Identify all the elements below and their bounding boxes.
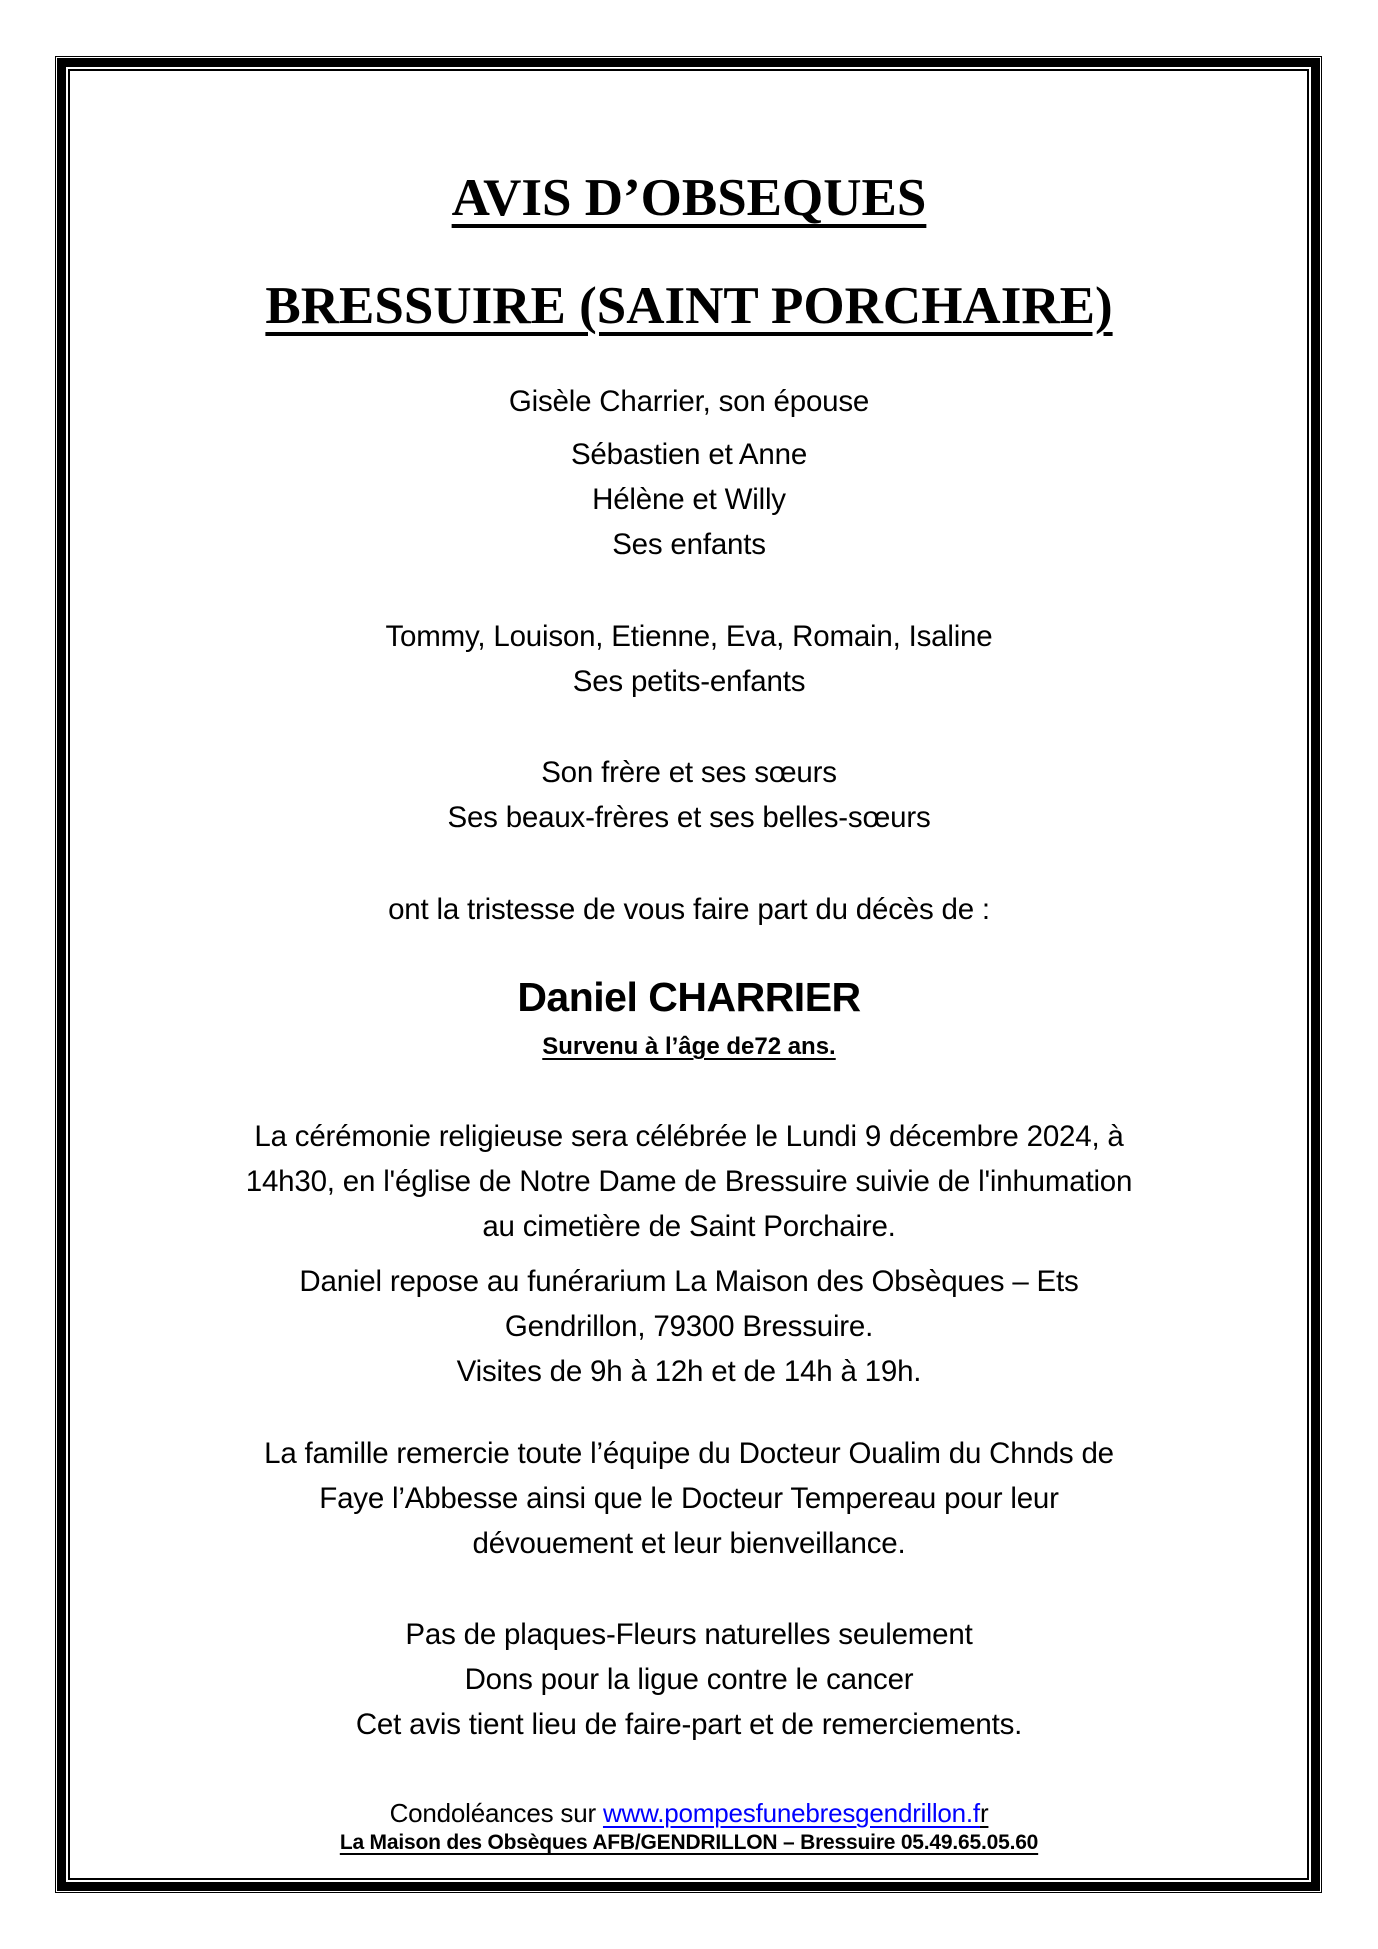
wishes-notice: Cet avis tient lieu de faire-part et de remerciements. [355,1708,1023,1741]
children-label: Ses enfants [612,528,766,561]
grandchildren-line: Tommy, Louison, Etienne, Eva, Romain, Isaline [385,620,993,653]
ceremony-line: La cérémonie religieuse sera célébrée le Lundi 9 décembre 2024, à [254,1120,1124,1153]
condolences-prefix: Condoléances sur [389,1798,603,1828]
wishes-flowers: Pas de plaques-Fleurs naturelles seulement [405,1618,973,1651]
notice-location [0,276,1378,336]
grandchildren-label: Ses petits-enfants [572,665,806,698]
notice-title [0,168,1378,228]
rest-line: Daniel repose au funérarium La Maison des Obsèques – Ets [299,1265,1079,1298]
deceased-name: Daniel CHARRIER [517,974,861,1020]
notice-title-text: AVIS D’OBSEQUES [451,169,927,227]
funeral-home-footer-text: La Maison des Obsèques AFB/GENDRILLON – Bressuire 05.49.65.05.60 [339,1831,1039,1854]
condolences-link-tail: r [979,1798,989,1828]
announcement-line: ont la tristesse de vous faire part du décès de : [388,893,990,926]
notice-location-text: BRESSUIRE (SAINT PORCHAIRE) [265,277,1113,335]
age-line [0,1032,1378,1062]
thanks-line: La famille remercie toute l’équipe du Docteur Oualim du Chnds de [264,1437,1114,1470]
thanks-line: Faye l’Abbesse ainsi que le Docteur Tempereau pour leur [319,1482,1059,1515]
in-laws-line: Ses beaux-frères et ses belles-sœurs [447,801,931,834]
age-line-text: Survenu à l’âge de72 ans. [542,1033,836,1060]
spouse-line: Gisèle Charrier, son épouse [508,385,870,418]
children-line: Sébastien et Anne [570,438,808,471]
condolences-line [0,1796,1378,1830]
funeral-home-footer [0,1829,1378,1857]
children-line: Hélène et Willy [592,483,786,516]
siblings-line: Son frère et ses sœurs [541,756,837,789]
ceremony-line: au cimetière de Saint Porchaire. [482,1210,896,1243]
ceremony-line: 14h30, en l'église de Notre Dame de Bressuire suivie de l'inhumation [245,1165,1133,1198]
condolences-link[interactable]: www.pompesfunebresgendrillon.f [602,1798,980,1828]
thanks-line: dévouement et leur bienveillance. [472,1527,906,1560]
wishes-donations: Dons pour la ligue contre le cancer [464,1663,914,1696]
visits-line: Visites de 9h à 12h et de 14h à 19h. [456,1355,922,1388]
rest-line: Gendrillon, 79300 Bressuire. [504,1310,874,1343]
